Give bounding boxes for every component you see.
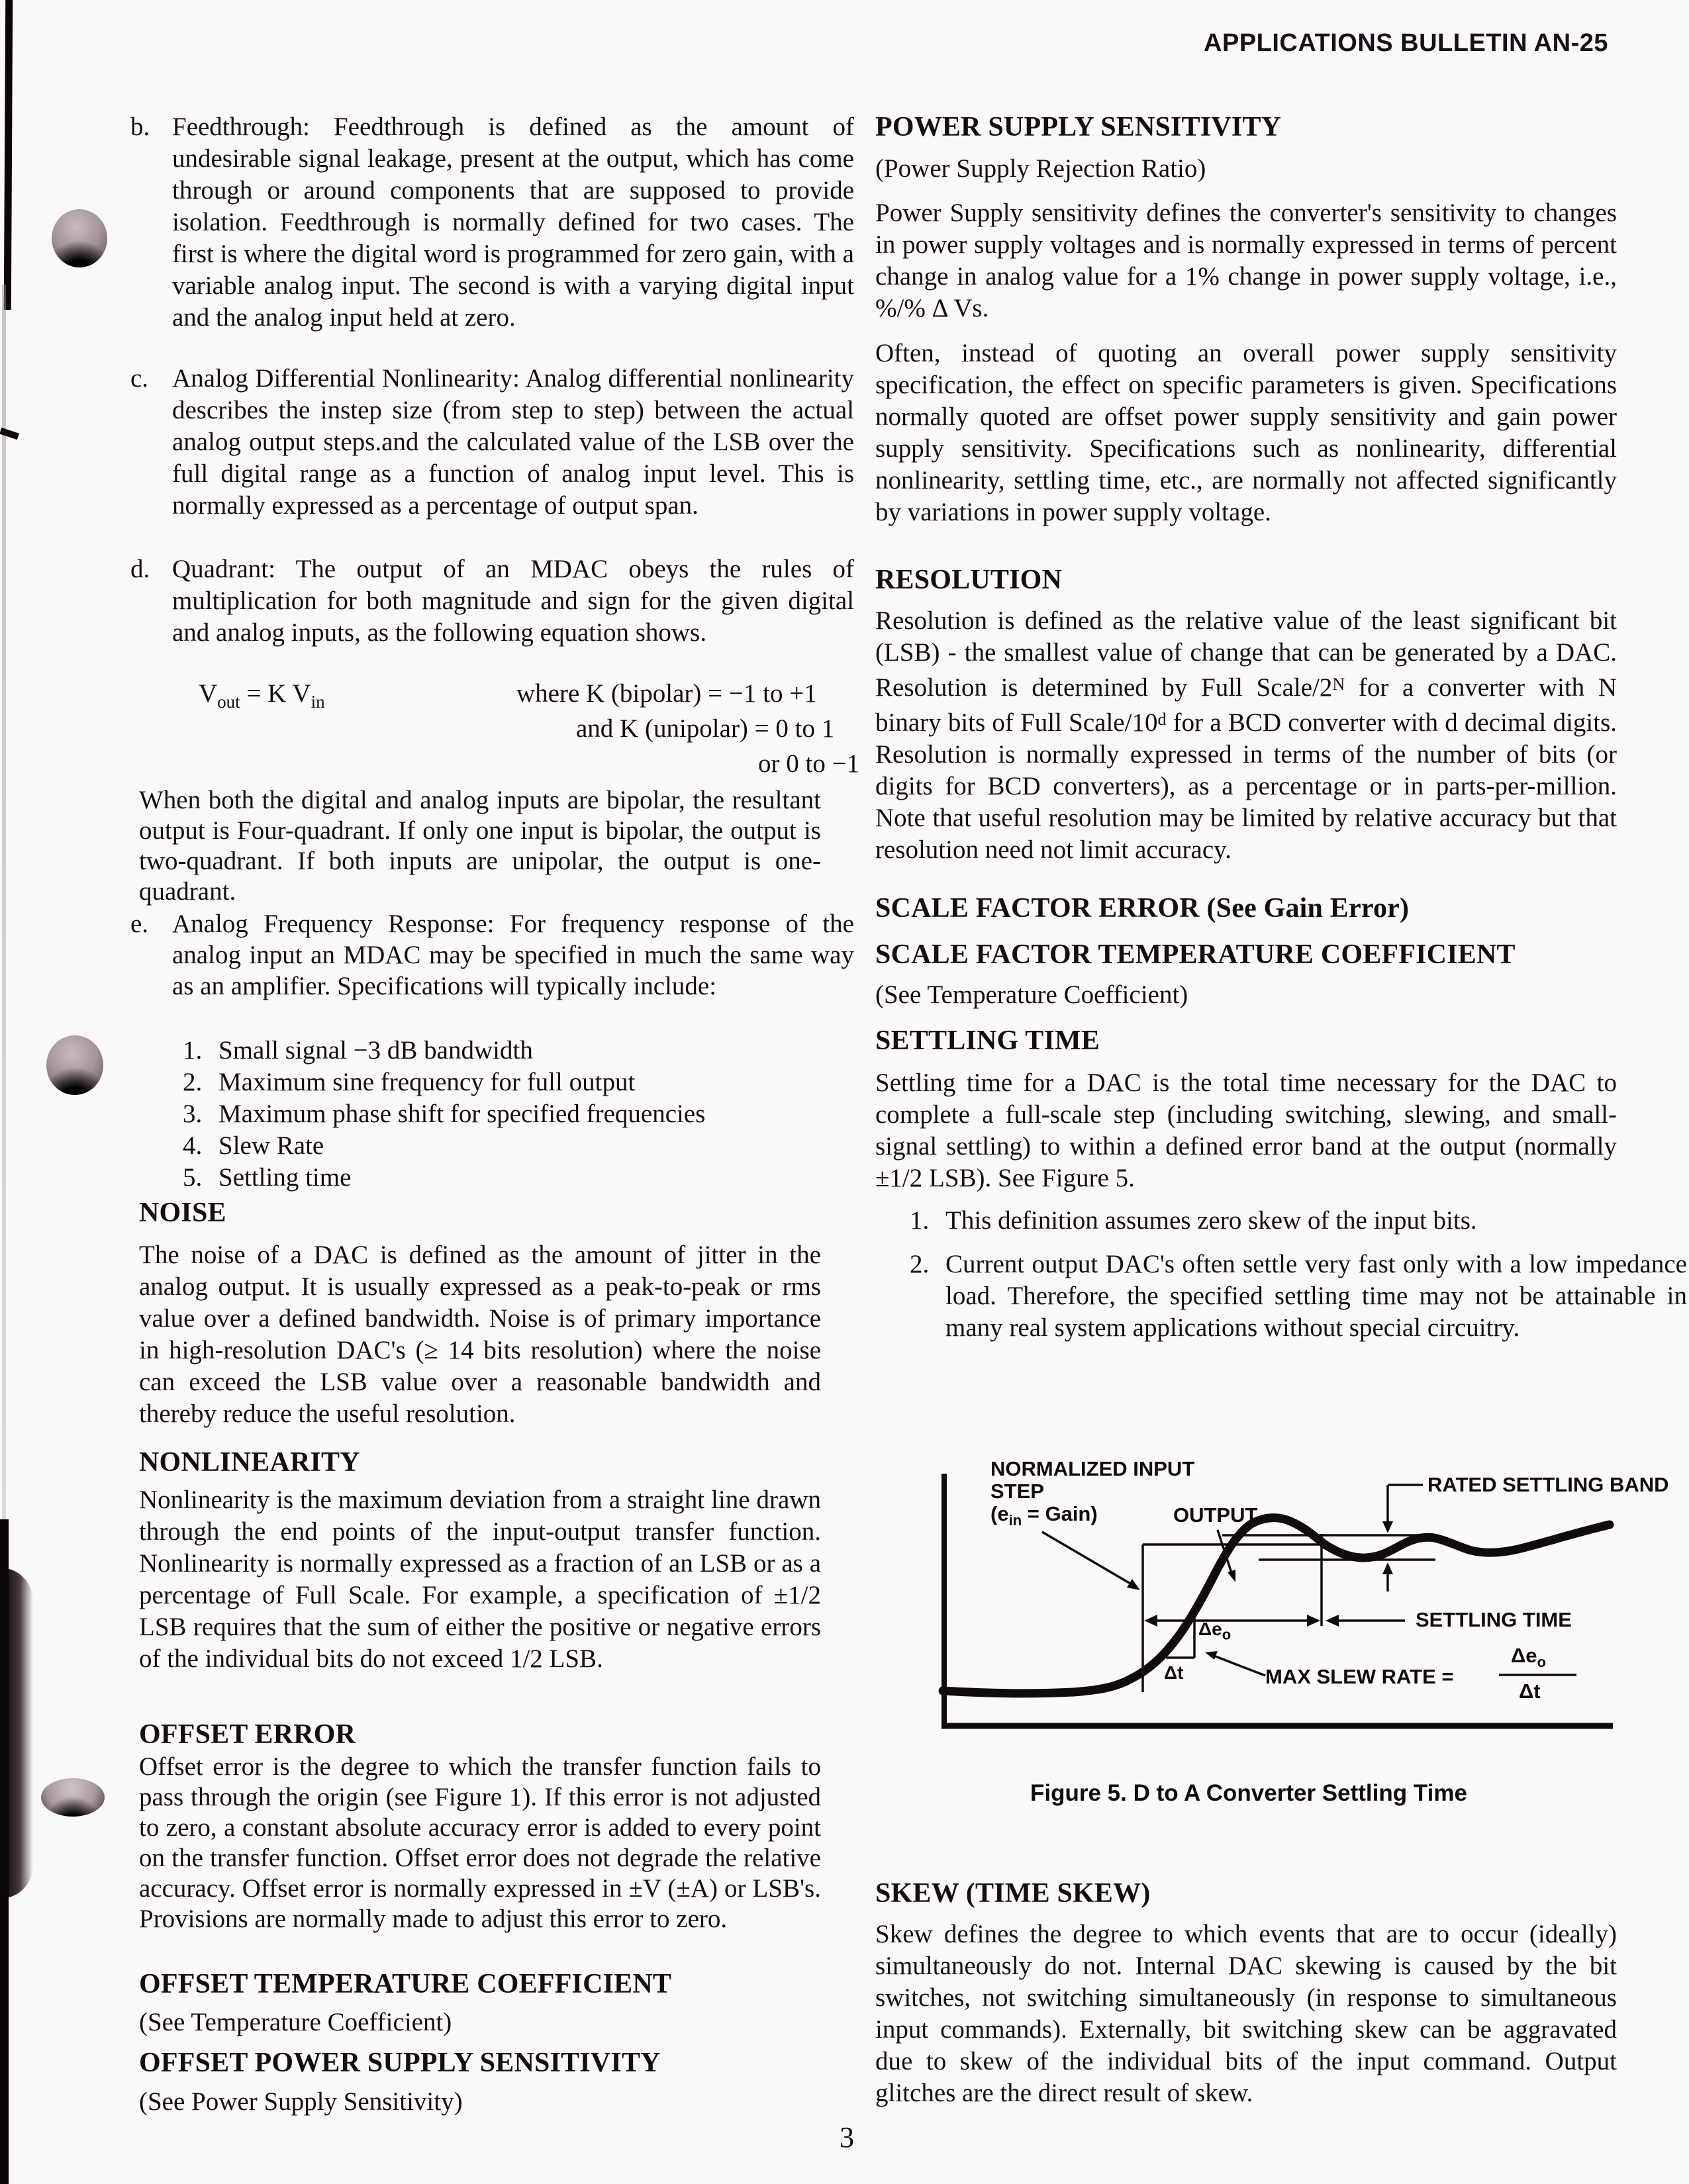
- list-item-text: Analog Differential Nonlinearity: Analog differential nonlinearity describes the instep size (from step to step) between the actual analog output steps.and the calculated value of the LSB over the full digital range as a function of analog input level. This is normally expressed as a percentage of output span.: [172, 364, 854, 520]
- sublist-item: 4. Slew Rate: [183, 1131, 324, 1160]
- label-ein-gain: ($e_{in}$ = Gain): [990, 1502, 1098, 1529]
- paragraph-noise: The noise of a DAC is defined as the amount of jitter in the analog output. It is usually expressed as a peak-to-peak or rms value over a defined bandwidth. Noise is of primary importance in high-resolution DAC's (≥ 14 bits resolution) where the noise can exceed the LSB value over a reasonable bandwidth and thereby reduce the useful resolution.: [139, 1241, 821, 1428]
- sublist-item: 3. Maximum phase shift for specified frequencies: [183, 1100, 706, 1128]
- superscript-N: N: [1332, 675, 1345, 694]
- output-pointer-head: [1228, 1570, 1235, 1582]
- list-item-b-feedthrough: [130, 111, 854, 334]
- figure-5-settling-time-diagram: [924, 1447, 1669, 1818]
- note-see-power-supply-sensitivity: (See Power Supply Sensitivity): [139, 2087, 463, 2116]
- note-see-temperature-coefficient-right: (See Temperature Coefficient): [875, 980, 1188, 1009]
- frequency-response-sublist: [139, 1035, 821, 1194]
- input-step-pointer-head: [1127, 1579, 1140, 1590]
- scan-binding-edge-bulge: [0, 1568, 33, 1899]
- settling-list-item-1: 1. This definition assumes zero skew of the input bits.: [910, 1206, 1477, 1235]
- label-output: OUTPUT: [1173, 1503, 1258, 1527]
- section-heading-offset-power-supply-sensitivity: OFFSET POWER SUPPLY SENSITIVITY: [139, 2048, 661, 2078]
- label-fraction-denominator: Δt: [1519, 1680, 1541, 1703]
- list-item-label: d.: [130, 555, 150, 583]
- hole-punch-mark-2: [46, 1035, 103, 1095]
- settling-list-item-2: 2. Current output DAC's often settle very fast only with a low impedance load. Therefore, the specified settling time may not be attainable in many real system applications without special circuitry.: [910, 1250, 1687, 1342]
- section-heading-power-supply-sensitivity: POWER SUPPLY SENSITIVITY: [875, 112, 1282, 142]
- list-item-label: c.: [130, 364, 149, 393]
- mdac-transfer-equation: [139, 679, 874, 791]
- label-normalized-input: NORMALIZED INPUT STEP ($e_{in}$ = Gain): [990, 1458, 1194, 1532]
- label-rated-settling-band: RATED SETTLING BAND: [1427, 1473, 1669, 1496]
- equation-where-unipolar: and K (unipolar) = 0 to 1: [576, 714, 835, 743]
- settling-arrow-left-head: [1144, 1615, 1157, 1627]
- slew-pointer-line: [1210, 1654, 1265, 1676]
- label-delta-t: Δt: [1164, 1662, 1184, 1683]
- list-item-text: Quadrant: The output of an MDAC obeys the rules of multiplication for both magnitude and sign for the given digital and analog inputs, as the following equation shows.: [172, 555, 854, 647]
- section-heading-scale-factor-error: SCALE FACTOR ERROR (See Gain Error): [875, 893, 1410, 924]
- sublist-item: 1. Small signal −3 dB bandwidth: [183, 1036, 533, 1065]
- section-heading-settling-time: SETTLING TIME: [875, 1025, 1100, 1056]
- scan-binding-edge-top: [4, 0, 13, 310]
- superscript-d: d: [1157, 710, 1167, 729]
- paragraph-quadrant-result: When both the digital and analog inputs are bipolar, the resultant output is Four-quadrant. If only one input is bipolar, the output is two-quadrant. If both inputs are unipolar, the output is one-quadrant.: [139, 786, 821, 906]
- equation-where-or: or 0 to −1: [758, 749, 860, 778]
- settling-leader-left-head: [1326, 1615, 1339, 1627]
- hole-punch-mark-1: [52, 209, 107, 267]
- hole-punch-mark-3: [41, 1778, 105, 1817]
- section-heading-offset-error: OFFSET ERROR: [139, 1719, 356, 1750]
- note-power-supply-rejection-ratio: (Power Supply Rejection Ratio): [875, 154, 1206, 183]
- equation-main: $V_{out} = K$ $V_{in}$: [199, 679, 325, 712]
- label-fraction-numerator: $\Delta e_o$: [1511, 1644, 1546, 1671]
- paragraph-power-supply-sensitivity-2: Often, instead of quoting an overall power supply sensitivity specification, the effect on specific parameters is given. Specifications normally quoted are offset power supply sensitivity and gain power supply sensitivity. Specifications such as nonlinearity, differential nonlinearity, settling time, etc., are normally not affected significantly by variations in power supply voltage.: [875, 339, 1617, 526]
- sublist-item: 2. Maximum sine frequency for full output: [183, 1068, 636, 1096]
- section-heading-offset-temperature-coefficient: OFFSET TEMPERATURE COEFFICIENT: [139, 1969, 672, 1999]
- section-heading-resolution: RESOLUTION: [875, 565, 1063, 595]
- paragraph-resolution: Resolution is defined as the relative value of the least significant bit (LSB) - the smallest value of change that can be generated by a DAC. Resolution is determined by Full Scale/$2^N$ for a converter with N binary bits of Full Scale/10$^d$ for a BCD converter with d decimal digits. Resolution is normally expressed in terms of the number of bits (or digits for BCD converters), as a percentage or in parts-per-million. Note that useful resolution may be limited by relative accuracy but that resolution need not limit accuracy.: [875, 606, 1617, 864]
- list-item-text: Feedthrough: Feedthrough is defined as the amount of undesirable signal leakage, present at the output, which has come through or around components that are supposed to provide isolation. Feedthrough is normally defined for two cases. The first is where the digital word is programmed for zero gain, with a variable analog input. The second is with a varying digital input and the analog input held at zero.: [172, 113, 854, 332]
- paragraph-power-supply-sensitivity-1: Power Supply sensitivity defines the converter's sensitivity to changes in power supply voltages and is normally expressed in terms of percent change in analog value for a 1% change in power supply voltage, i.e., %/% Δ Vs.: [875, 199, 1617, 322]
- label-delta-eo: $\Delta e_o$: [1198, 1619, 1231, 1643]
- section-heading-skew: SKEW (TIME SKEW): [875, 1878, 1151, 1909]
- list-item-label: e.: [130, 910, 149, 938]
- slew-pointer-head: [1205, 1651, 1218, 1660]
- section-heading-scale-factor-temperature-coefficient: SCALE FACTOR TEMPERATURE COEFFICIENT: [875, 939, 1516, 970]
- label-max-slew-rate: MAX SLEW RATE =: [1265, 1665, 1454, 1688]
- paragraph-nonlinearity: Nonlinearity is the maximum deviation from a straight line drawn through the end points of the input-output transfer function. Nonlinearity is normally expressed as a fraction of an LSB or as a percentage of Full Scale. For example, a specification of ±1/2 LSB requires that the sum of either the positive or negative errors of the individual bits do not exceed 1/2 LSB.: [139, 1486, 821, 1673]
- band-down-arrowhead: [1382, 1521, 1393, 1533]
- settling-arrow-right-head: [1307, 1615, 1320, 1627]
- list-item-d-quadrant: [130, 553, 854, 649]
- sublist-item: 5. Settling time: [183, 1163, 352, 1192]
- equation-where-bipolar: where K (bipolar) = −1 to +1: [516, 679, 817, 708]
- list-item-text: Analog Frequency Response: For frequency response of the analog input an MDAC may be specified in much the same way as an amplifier. Specifications will typically include:: [172, 910, 854, 1000]
- list-item-label: b.: [130, 113, 150, 141]
- band-up-arrowhead: [1382, 1562, 1393, 1574]
- label-settling-time: SETTLING TIME: [1416, 1608, 1572, 1631]
- paragraph-settling-time: Settling time for a DAC is the total time necessary for the DAC to complete a full-scale step (including switching, slewing, and small-signal settling) to within a defined error band at the output (normally ±1/2 LSB). See Figure 5.: [875, 1068, 1617, 1192]
- bulletin-header: APPLICATIONS BULLETIN AN-25: [1204, 29, 1608, 57]
- arrowheads: [1127, 1521, 1393, 1660]
- section-heading-nonlinearity: NONLINEARITY: [139, 1447, 360, 1478]
- page-number: 3: [840, 2121, 854, 2154]
- paragraph-skew: Skew defines the degree to which events that are to occur (ideally) simultaneously do not. Internal DAC skewing is caused by the bit switches, not switching simultaneously (in response to simultaneous input commands). Externally, bit switching skew can be aggravated due to skew of the individual bits of the input command. Output glitches are the direct result of skew.: [875, 1920, 1617, 2107]
- figure-caption: Figure 5. D to A Converter Settling Time: [1030, 1780, 1467, 1806]
- input-step-pointer-line: [1042, 1532, 1135, 1586]
- note-see-temperature-coefficient: (See Temperature Coefficient): [139, 2008, 452, 2036]
- scan-binding-edge-faint: [2, 285, 6, 1529]
- list-item-e-analog-frequency-response: [130, 908, 854, 1002]
- section-heading-noise: NOISE: [139, 1198, 226, 1228]
- paragraph-offset-error: Offset error is the degree to which the transfer function fails to pass through the origin (see Figure 1). If this error is not adjusted to zero, a constant absolute accuracy error is added to every point on the transfer function. Offset error does not degrade the relative accuracy. Offset error is normally expressed in ±V (±A) or LSB's. Provisions are normally made to adjust this error to zero.: [139, 1752, 821, 1933]
- list-item-c-analog-differential-nonlinearity: [130, 363, 854, 522]
